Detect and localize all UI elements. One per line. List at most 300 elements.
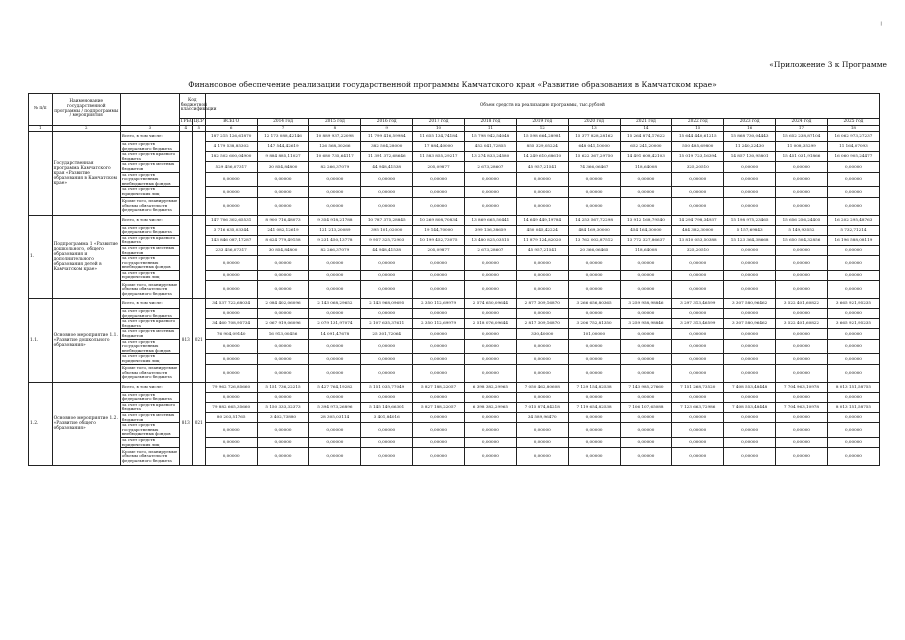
year-amount: 2 673,28607 (464, 245, 516, 255)
year-amount: 14 491 608,42103 (620, 152, 672, 162)
year-amount: 0,00000 (827, 309, 879, 319)
year-amount: 74 366,06467 (568, 162, 620, 172)
table-row (29, 245, 880, 255)
financing-table (28, 93, 880, 466)
year-amount: 121 213,20089 (309, 225, 361, 235)
table-row (29, 364, 880, 382)
year-amount: 0,00000 (620, 172, 672, 187)
total-amount: 0,00000 (205, 256, 257, 271)
cstr-code (192, 215, 205, 299)
year-amount: 0,00000 (672, 270, 724, 280)
year-amount: 14 294 798,34937 (672, 215, 724, 225)
year-amount: 7 015 874,84218 (516, 402, 568, 412)
funding-source: Кроме того, планируемые объемы обязательств федерального бюджета (120, 364, 179, 382)
program-name: Основное мероприятие 1.1. «Развитие дошкольного образования» (52, 299, 120, 383)
year-amount: 0,00000 (672, 392, 724, 402)
table-row (29, 281, 880, 299)
year-amount: 205,09877 (413, 245, 465, 255)
year-amount: 2 574 650,09644 (464, 299, 516, 309)
document-title: Финансовое обеспечение реализации государственной программы Камчатского края «Развитие образования в Камчатском крае» (188, 80, 717, 89)
funding-source: за счет средств краевого бюджета (120, 152, 179, 162)
year-amount: 15 451 031,91866 (776, 152, 828, 162)
year-amount: 0,00000 (257, 256, 309, 271)
header-grbs: ГРБС (180, 118, 194, 124)
year-amount: 0,00000 (257, 423, 309, 438)
year-amount: 0,00000 (361, 270, 413, 280)
year-amount: 241 082,12619 (257, 225, 309, 235)
table-row (29, 319, 880, 329)
year-amount: 0,00000 (516, 256, 568, 271)
table-row (29, 437, 880, 447)
year-amount: 0,00000 (309, 448, 361, 466)
total-amount: 147 706 302,65531 (205, 215, 257, 225)
year-amount: 0,00000 (827, 162, 879, 172)
header-year: 2021 год (620, 119, 672, 126)
funding-source: за счет средств местных бюджетов (120, 329, 179, 339)
year-amount: 8 624 779,49158 (257, 235, 309, 245)
total-amount: 34 537 722,68034 (205, 299, 257, 309)
year-amount: 2 079 131,97074 (309, 319, 361, 329)
header-year: 2019 год (516, 119, 568, 126)
year-amount: 0,00000 (776, 281, 828, 299)
year-amount: 15 598 664,28981 (516, 132, 568, 142)
year-amount: 9 884 885,11027 (257, 152, 309, 162)
year-amount: 5 732,71214 (827, 225, 879, 235)
scan-corner-mark: ╷ (879, 18, 884, 26)
year-amount: 450 045,42224 (516, 225, 568, 235)
column-number: 6 (205, 126, 257, 132)
year-amount: 0,00000 (413, 412, 465, 422)
year-amount: 0,00000 (516, 281, 568, 299)
year-amount: 0,00000 (361, 281, 413, 299)
year-amount: 0,00000 (257, 448, 309, 466)
funding-source: за счет средств краевого бюджета (120, 235, 179, 245)
total-amount: 34 460 708,95734 (205, 319, 257, 329)
year-amount: 34 589,96470 (516, 412, 568, 422)
column-number: 3 (120, 126, 179, 132)
year-amount: 45 957,21541 (516, 162, 568, 172)
year-amount: 0,00000 (464, 339, 516, 354)
year-amount: 0,00000 (776, 412, 828, 422)
year-amount: 648 041,10000 (568, 142, 620, 152)
header-cstr: ЦСР (193, 118, 204, 124)
year-amount: 9 354 918,21788 (309, 215, 361, 225)
year-amount: 0,00000 (361, 423, 413, 438)
year-amount: 0,00000 (724, 197, 776, 215)
year-amount: 5 145 149,66301 (361, 402, 413, 412)
year-amount: 484 382,30000 (672, 225, 724, 235)
header-year: 2024 год (776, 119, 828, 126)
funding-source: за счет средств местных бюджетов (120, 162, 179, 172)
year-amount: 0,00000 (361, 448, 413, 466)
year-amount: 14 253 567,72298 (568, 215, 620, 225)
year-amount: 0,00000 (361, 392, 413, 402)
year-amount: 13 869 665,50441 (464, 215, 516, 225)
year-amount: 0,00000 (257, 309, 309, 319)
year-amount: 0,00000 (724, 364, 776, 382)
year-amount: 0,00000 (464, 448, 516, 466)
year-amount: 0,00000 (464, 256, 516, 271)
total-amount: 0,00000 (205, 339, 257, 354)
year-amount: 0,00000 (516, 339, 568, 354)
year-amount: 0,00000 (568, 412, 620, 422)
year-amount: 0,00000 (724, 392, 776, 402)
funding-source: Кроме того, планируемые объемы обязательств федерального бюджета (120, 448, 179, 466)
year-amount: 5 427 764,19282 (309, 382, 361, 392)
year-amount: 0,00000 (464, 172, 516, 187)
total-amount: 79 882 665,35660 (205, 402, 257, 412)
year-amount: 0,00000 (516, 364, 568, 382)
year-amount: 0,00000 (516, 423, 568, 438)
year-amount: 7 106 107,65088 (620, 402, 672, 412)
year-amount: 9 957 325,72903 (361, 235, 413, 245)
table-row (29, 225, 880, 235)
year-amount: 7 143 985,27660 (620, 382, 672, 392)
table-row (29, 382, 880, 392)
year-amount: 652 241,20000 (620, 142, 672, 152)
year-amount: 118,64008 (620, 162, 672, 172)
total-amount: 187 215 126,61870 (205, 132, 257, 142)
funding-source: за счет средств местных бюджетов (120, 412, 179, 422)
funding-source: Всего, в том числе: (120, 299, 179, 309)
funding-source: за счет средств государственных внебюджетных фондов (120, 172, 179, 187)
year-amount: 0,00000 (827, 423, 879, 438)
year-amount: 3 259 958,98846 (620, 319, 672, 329)
total-amount: 76 904,09140 (205, 329, 257, 339)
year-amount: 0,00000 (309, 256, 361, 271)
table-row (29, 197, 880, 215)
year-amount: 16 196 588,08119 (827, 235, 879, 245)
header-num: № п/п (29, 94, 53, 126)
year-amount: 0,00000 (464, 364, 516, 382)
year-amount: 11 164,07093 (827, 142, 879, 152)
year-amount: 0,00000 (776, 270, 828, 280)
financing-table-container (28, 93, 880, 466)
table-row (29, 142, 880, 152)
total-amount: 0,00000 (205, 197, 257, 215)
year-amount: 0,00000 (361, 187, 413, 197)
year-amount: 0,00000 (620, 339, 672, 354)
header-name: Наименование государственной программы / подпрограммы / мероприятия (52, 94, 120, 126)
year-amount: 0,00000 (672, 354, 724, 364)
year-amount: 0,00000 (464, 270, 516, 280)
table-row (29, 152, 880, 162)
year-amount: 0,00000 (620, 197, 672, 215)
year-amount: 0,00000 (568, 197, 620, 215)
year-amount: 3 307 580,96462 (724, 299, 776, 309)
year-amount: 399 136,38659 (464, 225, 516, 235)
table-row (29, 256, 880, 271)
year-amount: 8 900 716,48073 (257, 215, 309, 225)
year-amount: 0,00000 (724, 270, 776, 280)
year-amount: 15 656 256,24405 (776, 215, 828, 225)
total-amount: 0,00000 (205, 172, 257, 187)
year-amount: 13 274 833,24580 (464, 152, 516, 162)
year-amount: 14 649 449,19784 (516, 215, 568, 225)
year-amount: 0,00000 (257, 172, 309, 187)
header-year: 2020 год (568, 119, 620, 126)
cstr-code: 021 (192, 299, 205, 383)
header-volume: Объем средств на реализацию программы, тыс.рублей (205, 94, 879, 119)
year-amount: 0,00000 (724, 172, 776, 187)
header-year: 2017 год (413, 119, 465, 126)
year-amount: 0,00000 (620, 412, 672, 422)
year-amount: 0,00000 (776, 423, 828, 438)
funding-source: Всего, в том числе: (120, 215, 179, 225)
year-amount: 0,00000 (309, 197, 361, 215)
year-amount: 3 297 313,46599 (672, 299, 724, 309)
total-amount: 3 716 635,03344 (205, 225, 257, 235)
grbs-code (179, 215, 192, 299)
funding-source: за счет средств государственных внебюджетных фондов (120, 256, 179, 271)
year-amount: 2 817 309,16870 (516, 319, 568, 329)
year-amount: 20 366,06465 (568, 245, 620, 255)
year-amount: 0,00000 (827, 364, 879, 382)
year-amount: 15 622 367,29750 (568, 152, 620, 162)
year-amount: 19 144,70000 (413, 225, 465, 235)
year-amount: 0,00000 (464, 354, 516, 364)
total-amount: 80 203,51765 (205, 412, 257, 422)
year-amount: 0,00000 (776, 256, 828, 271)
year-amount: 0,00000 (568, 172, 620, 187)
year-amount: 0,00000 (413, 197, 465, 215)
year-amount: 6 398 382,29965 (464, 402, 516, 412)
year-amount: 0,00000 (827, 412, 879, 422)
header-year: 2014 год (257, 119, 309, 126)
year-amount: 0,00000 (776, 187, 828, 197)
year-amount: 15 264 874,17622 (620, 132, 672, 142)
column-number: 7 (257, 126, 309, 132)
year-amount: 0,00000 (620, 281, 672, 299)
year-amount: 0,00000 (516, 197, 568, 215)
year-amount: 3 259 958,98846 (620, 299, 672, 309)
funding-source: за счет средств федерального бюджета (120, 392, 179, 402)
year-amount: 0,00000 (724, 448, 776, 466)
year-amount: 3 522 401,60822 (776, 319, 828, 329)
year-amount: 0,00000 (620, 329, 672, 339)
total-amount: 233 456,07317 (205, 245, 257, 255)
year-amount: 0,00000 (464, 437, 516, 447)
year-amount: 11 008,35299 (776, 142, 828, 152)
year-amount: 5 827 188,22057 (413, 382, 465, 392)
year-amount: 147 544,42619 (257, 142, 309, 152)
year-amount: 8 013 151,58755 (827, 382, 879, 392)
total-amount: 529 456,07317 (205, 162, 257, 172)
table-row (29, 299, 880, 309)
funding-source: Кроме того, планируемые объемы обязательств федерального бюджета (120, 281, 179, 299)
funding-source: за счет средств местных бюджетов (120, 245, 179, 255)
year-amount: 5 394 973,26896 (309, 402, 361, 412)
year-amount: 0,00000 (827, 448, 879, 466)
year-amount: 0,00000 (568, 187, 620, 197)
funding-source: за счет средств федерального бюджета (120, 225, 179, 235)
year-amount: 0,00000 (724, 354, 776, 364)
year-amount: 2 673,28607 (464, 162, 516, 172)
year-amount: 0,00000 (776, 354, 828, 364)
header-year: 2023 год (724, 119, 776, 126)
year-amount: 15 019 723,16394 (672, 152, 724, 162)
year-amount: 0,00000 (361, 339, 413, 354)
year-amount: 0,00000 (464, 412, 516, 422)
year-amount: 0,00000 (672, 329, 724, 339)
year-amount: 45 957,21541 (516, 245, 568, 255)
year-amount: 126 568,30266 (309, 142, 361, 152)
year-amount: 0,00000 (568, 354, 620, 364)
year-amount: 0,00000 (568, 437, 620, 447)
year-amount: 0,00000 (413, 448, 465, 466)
year-amount: 3 522 401,60822 (776, 299, 828, 309)
year-amount: 0,00000 (776, 309, 828, 319)
year-amount: 0,00000 (724, 339, 776, 354)
header-source (120, 94, 179, 126)
year-amount: 7 704 963,10978 (776, 402, 828, 412)
total-amount: 0,00000 (205, 187, 257, 197)
year-amount: 11 879 124,82020 (516, 235, 568, 245)
year-amount: 0,00000 (413, 309, 465, 319)
header-year: 2025 год (827, 119, 879, 126)
year-amount: 0,00000 (413, 364, 465, 382)
year-amount: 0,00000 (309, 423, 361, 438)
year-amount: 0,00000 (257, 339, 309, 354)
year-amount: 10 269 808,70834 (413, 215, 465, 225)
year-amount: 0,00000 (413, 256, 465, 271)
year-amount: 0,00000 (413, 339, 465, 354)
year-amount: 0,00000 (309, 354, 361, 364)
funding-source: Всего, в том числе: (120, 132, 179, 142)
program-name: Основное мероприятие 1.2. «Развитие общего образования» (52, 382, 120, 466)
year-amount: 7 123 663,72986 (672, 402, 724, 412)
year-amount: 2 350 112,69979 (413, 299, 465, 309)
year-amount: 0,00000 (257, 354, 309, 364)
year-amount: 0,00000 (516, 172, 568, 187)
year-amount: 0,00000 (257, 437, 309, 447)
column-number: 1 (29, 126, 53, 132)
total-amount: 0,00000 (205, 270, 257, 280)
grbs-code (179, 132, 192, 216)
year-amount: 0,00000 (724, 281, 776, 299)
year-amount: 0,00000 (827, 172, 879, 187)
total-amount: 143 846 087,17287 (205, 235, 257, 245)
row-number: 1.1. (29, 299, 53, 383)
year-amount: 15 377 828,28162 (568, 132, 620, 142)
column-number: 8 (309, 126, 361, 132)
year-amount: 0,00000 (413, 187, 465, 197)
table-row (29, 132, 880, 142)
table-row (29, 187, 880, 197)
year-amount: 25 301,72064 (361, 329, 413, 339)
year-amount: 0,00000 (568, 448, 620, 466)
year-amount: 0,00000 (568, 339, 620, 354)
year-amount: 17 884,40000 (413, 142, 465, 152)
header-budget-code: Код бюджетной классификации (179, 94, 205, 119)
year-amount: 7 408 553,48448 (724, 402, 776, 412)
cstr-code: 021 (192, 382, 205, 466)
year-amount: 0,00000 (464, 329, 516, 339)
year-amount: 0,00000 (464, 281, 516, 299)
year-amount: 15 644 440,61215 (672, 132, 724, 142)
year-amount: 3 266 656,80365 (568, 299, 620, 309)
row-number: 1.2. (29, 382, 53, 466)
year-amount: 7 151 268,73520 (672, 382, 724, 392)
year-amount: 330,40000 (516, 329, 568, 339)
year-amount: 0,00000 (827, 270, 879, 280)
column-number: 12 (516, 126, 568, 132)
year-amount: 12 173 088,42146 (257, 132, 309, 142)
year-amount: 16 913,00456 (257, 329, 309, 339)
year-amount: 0,00000 (257, 281, 309, 299)
year-amount: 0,00000 (413, 392, 465, 402)
year-amount: 0,00000 (568, 309, 620, 319)
year-amount: 2 518 076,09644 (464, 319, 516, 329)
column-number: 16 (724, 126, 776, 132)
year-amount: 0,00000 (827, 245, 879, 255)
year-amount: 7 119 654,82538 (568, 402, 620, 412)
total-amount: 0,00000 (205, 423, 257, 438)
row-number (29, 132, 53, 216)
grbs-code: 813 (179, 299, 192, 383)
total-amount: 0,00000 (205, 309, 257, 319)
year-amount: 3 665 921,95235 (827, 299, 879, 309)
year-amount: 0,00000 (309, 309, 361, 319)
year-amount: 0,00000 (776, 162, 828, 172)
year-amount: 0,00000 (724, 437, 776, 447)
year-amount: 0,00000 (827, 339, 879, 354)
year-amount: 0,00000 (413, 329, 465, 339)
year-amount: 8 013 151,58755 (827, 402, 879, 412)
year-amount: 0,00000 (464, 423, 516, 438)
cstr-code (192, 132, 205, 216)
table-row (29, 339, 880, 354)
year-amount: 5 151 736,22215 (257, 382, 309, 392)
year-amount: 15 798 942,54048 (464, 132, 516, 142)
year-amount: 0,00000 (672, 281, 724, 299)
table-row (29, 423, 880, 438)
appendix-label: «Приложение 3 к Программе (769, 60, 887, 69)
year-amount: 0,00000 (776, 339, 828, 354)
year-amount: 855 329,05224 (516, 142, 568, 152)
year-amount: 101,00000 (568, 329, 620, 339)
year-amount: 15 123 364,38668 (724, 235, 776, 245)
header-year: 2016 год (361, 119, 413, 126)
year-amount: 0,00000 (672, 187, 724, 197)
table-row (29, 329, 880, 339)
header-total: ВСЕГО (205, 119, 257, 126)
year-amount: 11 799 416,59984 (361, 132, 413, 142)
year-amount: 13 772 327,86637 (620, 235, 672, 245)
year-amount: 2 084 402,06096 (257, 299, 309, 309)
year-amount: 452 041,72855 (464, 142, 516, 152)
year-amount: 0,00000 (776, 364, 828, 382)
year-amount: 0,00000 (257, 270, 309, 280)
year-amount: 3 401,84016 (361, 412, 413, 422)
year-amount: 0,00000 (776, 172, 828, 187)
year-amount: 0,00000 (257, 187, 309, 197)
year-amount: 0,00000 (568, 270, 620, 280)
column-number: 18 (827, 126, 879, 132)
column-number: 2 (52, 126, 120, 132)
year-amount: 0,00000 (257, 197, 309, 215)
funding-source: за счет средств юридических лиц (120, 270, 179, 280)
table-row (29, 354, 880, 364)
year-amount: 0,00000 (257, 364, 309, 382)
year-amount: 0,00000 (672, 339, 724, 354)
year-amount: 0,00000 (672, 423, 724, 438)
year-amount: 0,00000 (724, 423, 776, 438)
year-amount: 0,00000 (309, 187, 361, 197)
funding-source: Кроме того, планируемые объемы обязательств федерального бюджета (120, 197, 179, 215)
year-amount: 28 305,03114 (309, 412, 361, 422)
year-amount: 0,00000 (413, 270, 465, 280)
